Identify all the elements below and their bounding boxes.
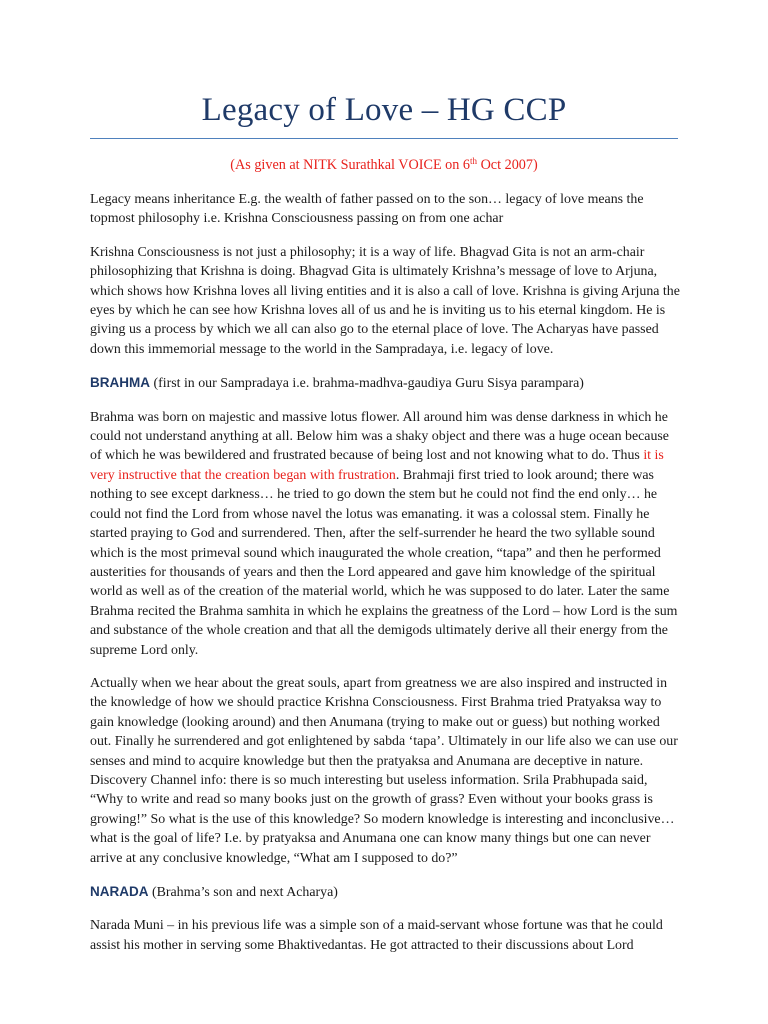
brahma-story-text-end: . Brahmaji first tried to look around; there was nothing to see except darkness… he tried to go down the stem but he could not find the end only… he could not find the Lord from whose navel the lotus was emanating. it was a colossal stem. Finally he started praying to God and surrendered. Then, after the self-surrender he heard the two syllable sound which is the most primeval sound which inaugurated the whole creation, “tapa” and then he performed austerities for thousands of years and then the Lord appeared and gave him knowledge of the spiritual world as well as of the creation of the material world, which he was supposed to do later. Later the same Brahma recited the Brahma samhita in which he explains the greatness of the Lord – how Lord is the sum and substance of the whole creation and that all the demigods ultimately derive all their energy from the supreme Lord only.: [90, 467, 678, 658]
subtitle-superscript: th: [470, 156, 478, 166]
brahma-story-text-start: Brahma was born on majestic and massive lotus flower. All around him was dense darkness in which he could not understand anything at all. Below him was a shaky object and there was a huge ocean because of which he was bewildered and frustrated because of being lost and not knowing what to do. Thus: [90, 409, 669, 464]
section-heading-brahma: [90, 373, 680, 393]
paragraph-knowledge-acquisition: Actually when we hear about the great souls, apart from greatness we are also inspired and instructed in the knowledge of how we should practice Krishna Consciousness. First Brahma tried Pratyaksa way to gain knowledge (looking around) and then Anumana (trying to make out or guess) but nothing worked out. Finally he surrendered and got enlightened by sabda ‘tapa’. Ultimately in our life also we can use our senses and mind to acquire knowledge but then the pratyaksa and Anumana are deceptive in nature. Discovery Channel info: there is so much interesting but useless information. Srila Prabhupada said, “Why to write and read so many books just on the growth of grass? Even without your books grass is growing!” So what is the use of this knowledge? So modern knowledge is interesting and inconclusive… what is the goal of life? I.e. by pratyaksa and Anumana one can know many things but one can never arrive at any conclusive knowledge, “What am I supposed to do?”: [90, 675, 678, 866]
paragraph-legacy-definition: Legacy means inheritance E.g. the wealth of father passed on to the son… legacy of love means the topmost philosophy i.e. Krishna Consciousness passing on from one achar: [90, 192, 644, 227]
highlighted-red-text: it is very instructive that the creation began with frustration: [90, 448, 664, 483]
page-title: Legacy of Love – HG CCP: [201, 92, 567, 128]
subtitle-occasion: [0, 157, 768, 174]
narada-heading-note: (Brahma’s son and next Acharya): [148, 885, 338, 900]
section-heading-narada: [90, 882, 680, 902]
title-underline-divider: [90, 138, 678, 139]
brahma-heading-label: BRAHMA: [90, 375, 150, 391]
document-body: [90, 190, 680, 969]
paragraph-narada-story: Narada Muni – in his previous life was a simple son of a maid-servant whose fortune was that he could assist his mother in serving some Bhaktivedantas. He got attracted to their discussions about Lord: [90, 918, 663, 953]
paragraph-brahma-story: [90, 408, 680, 660]
brahma-heading-note: (first in our Sampradaya i.e. brahma-madhva-gaudiya Guru Sisya parampara): [150, 376, 584, 392]
subtitle-text-end: Oct 2007): [477, 157, 538, 173]
subtitle-text-start: (As given at NITK Surathkal VOICE on 6: [230, 157, 470, 173]
paragraph-krishna-consciousness: Krishna Consciousness is not just a philosophy; it is a way of life. Bhagvad Gita is not an arm-chair philosophizing that Krishna is doing. Bhagvad Gita is ultimately Krishna’s message of love to Arjuna, which shows how Krishna loves all living entities and it is also a call of love. Krishna is giving Arjuna the eyes by which he can see how Krishna loves all of us and he is inviting us to his eternal kingdom. He is giving us a process by which we all can also go to the eternal place of love. The Acharyas have passed down this immemorial message to the world in the Sampradaya, i.e. legacy of love.: [90, 244, 680, 357]
narada-heading-label: NARADA: [90, 884, 149, 899]
